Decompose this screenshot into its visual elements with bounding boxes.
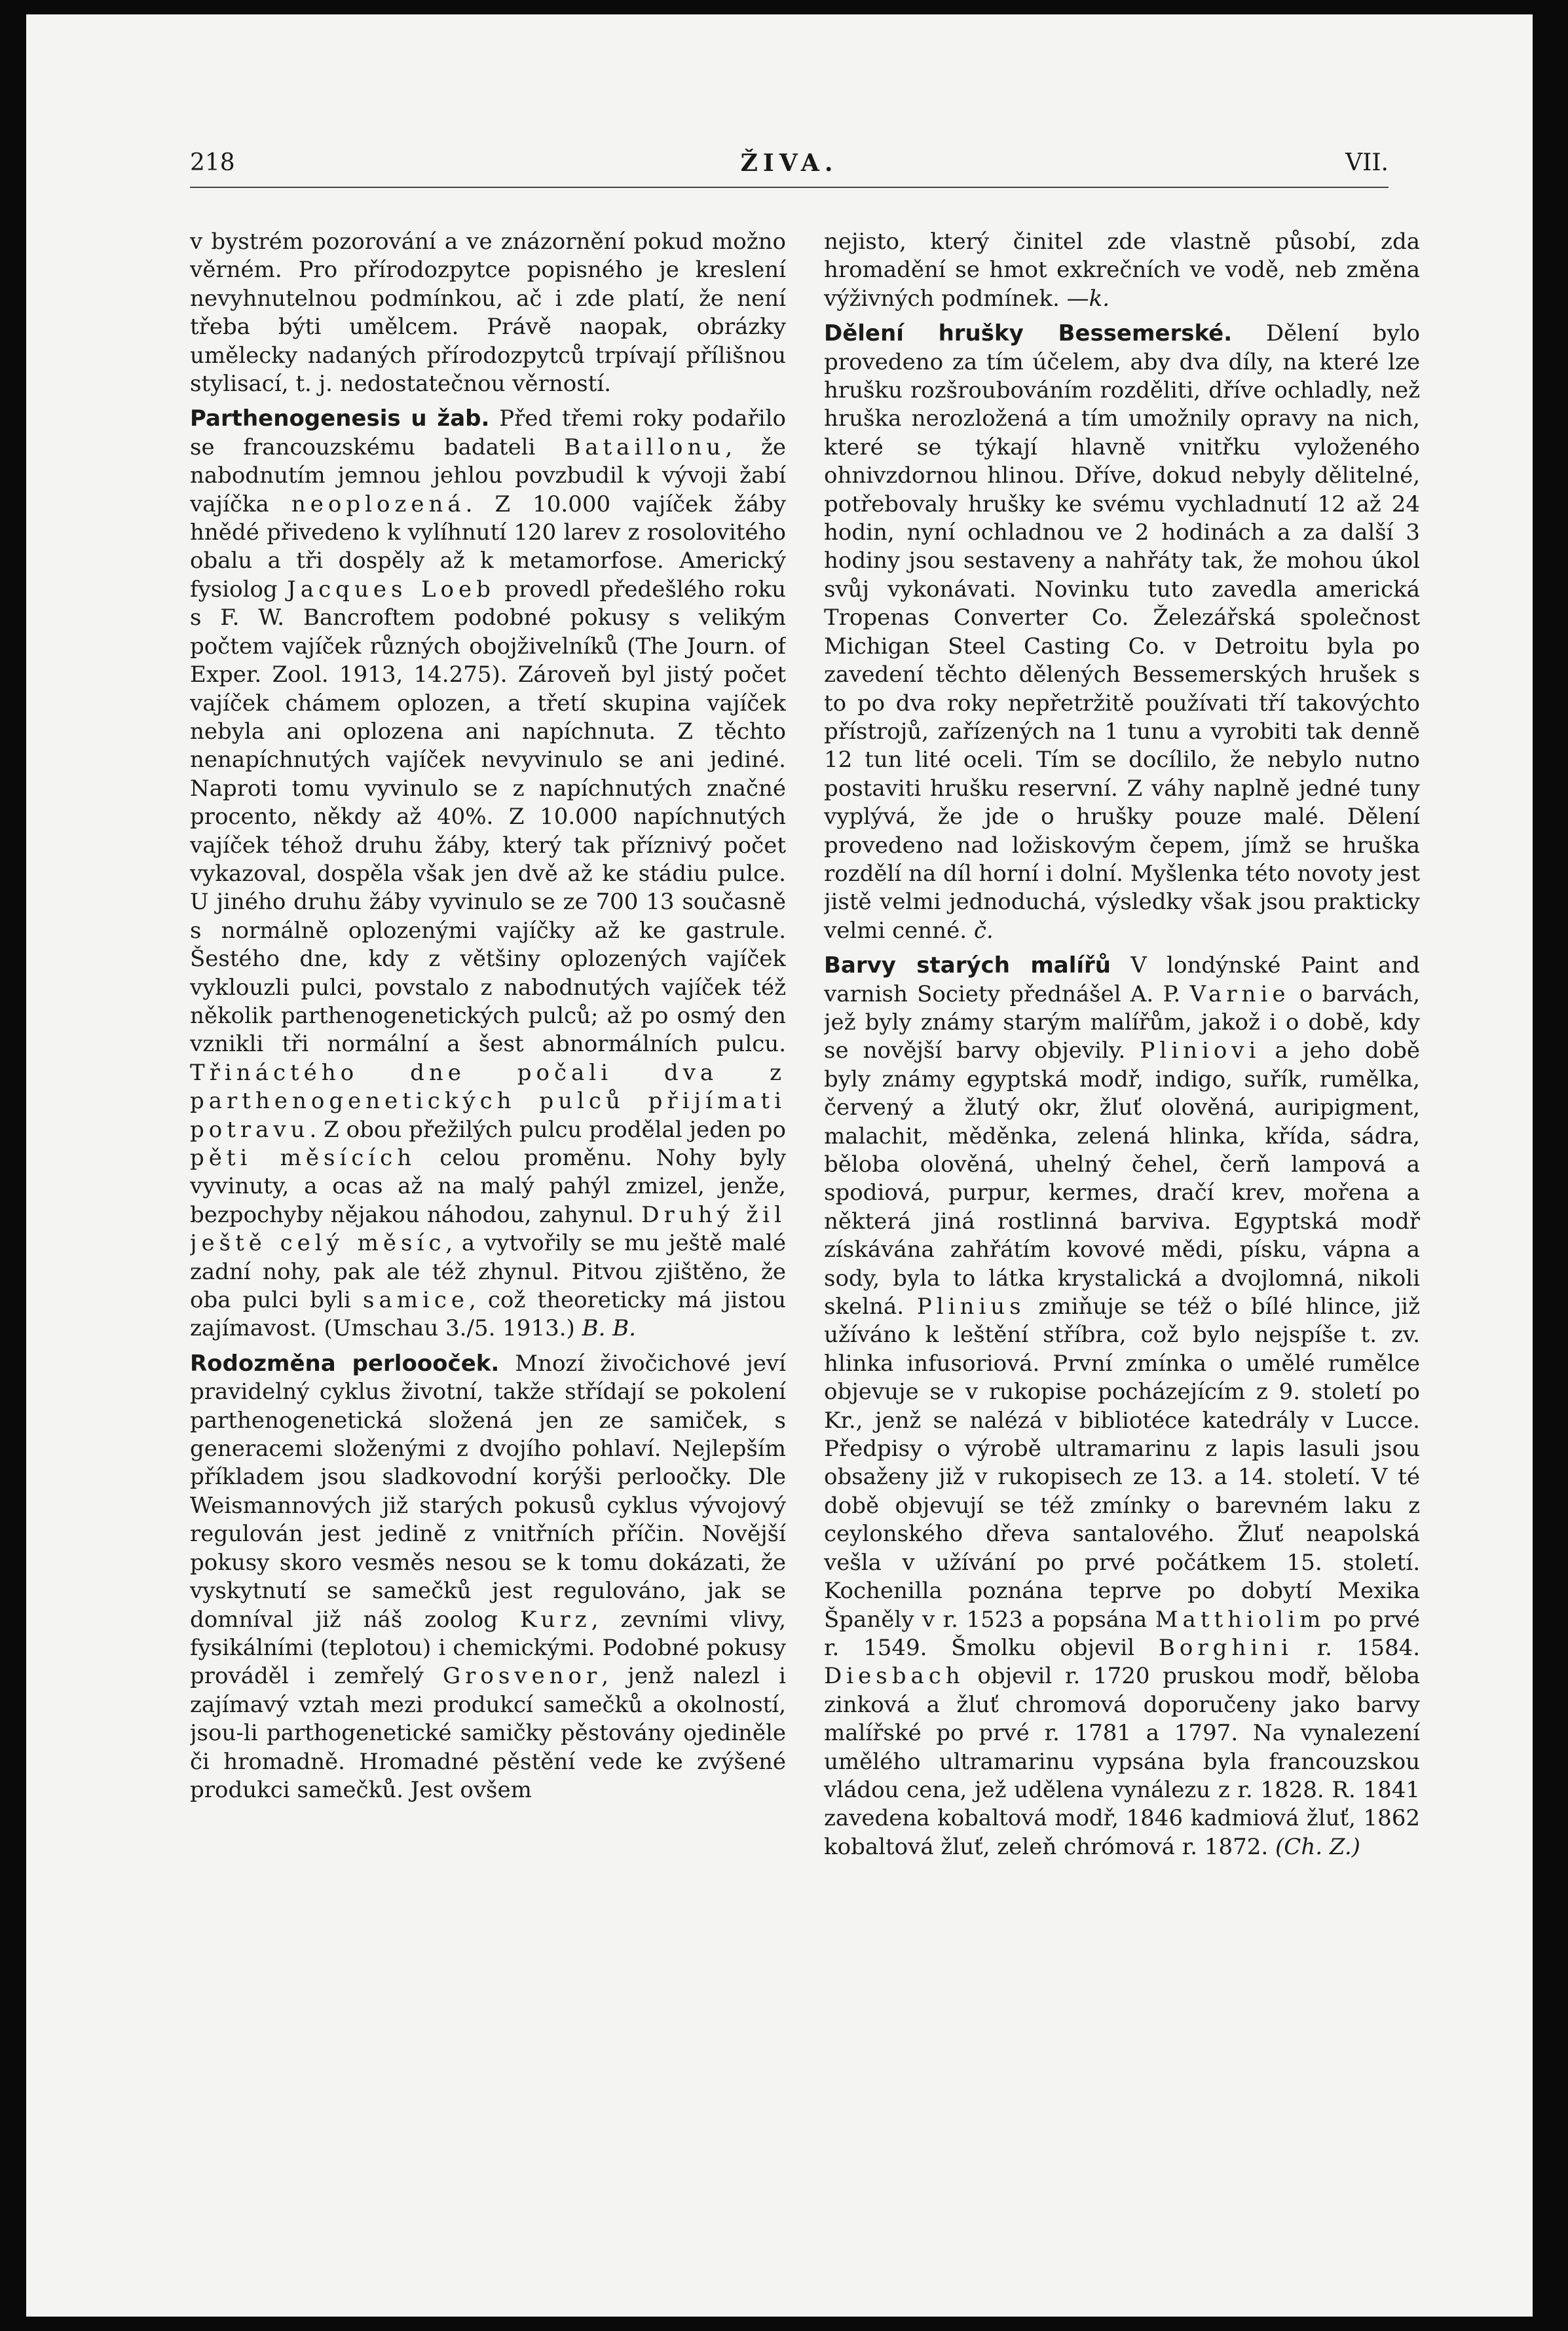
author-signature: č. bbox=[973, 917, 994, 944]
spaced-name: Grosvenor bbox=[442, 1663, 602, 1690]
article-heading: Rodozměna perloooček. bbox=[190, 1350, 500, 1377]
page-header bbox=[190, 149, 1389, 182]
article-bessemer: Dělení hrušky Bessemerské. Dělení bylo provedeno za tím účelem, aby dva díly, na které lze hrušku rozšroubováním rozděliti, dříve ochladly, než hruška nerozložená a tím umožnily opravy na nich, které se týkají hlavně vnitřku vyloženého ohnivzdornou hlinou. Dříve, dokud nebyly dělitelné, potřebovaly hrušky ke svému vychladnutí 12 až 24 hodin, nyní ochladnou ve 2 hodinách a za další 3 hodiny jsou sestaveny a nahřáty tak, že mohou úkol svůj vykonávati. Novinku tuto zavedla americká Tropenas Converter Co. Železářská společnost Michigan Steel Casting Co. v Detroitu byla po zavedení těchto dělených Bessemerských hrušek s to po dva roky nepřetržitě používati tří takovýchto přístrojů, zařízených na 1 tunu a vyrobiti tak denně 12 tun lité oceli. Tím se docílilo, že nebylo nutno postaviti hrušku reservní. Z váhy naplně jedné tuny vyplývá, že jde o hrušky pouze malé. Dělení provedeno nad ložiskovým čepem, jímž se hruška rozdělí na díl horní i dolní. Myšlenka této novoty jest jistě velmi jednoduchá, výsledky však jsou prakticky velmi cenné. č. bbox=[824, 320, 1420, 944]
spaced-name: Diesbach bbox=[824, 1663, 965, 1690]
spaced-name: Jacques Loeb bbox=[287, 576, 495, 603]
spaced-name: Pliniovi bbox=[1140, 1037, 1261, 1064]
spaced-name: Plinius bbox=[916, 1294, 1026, 1320]
article-barvy: Barvy starých malířů V londýnské Paint and varnish Society přednášel A. P. Varnie o barvách, jež byly známy starým malířům, jakož i o době, kdy se novější barvy objevily. Pliniovi a jeho době byly známy egyptská modř, indigo, suřík, rumělka, červený a žlutý okr, žluť olověná, auripigment, malachit, měděnka, zelená hlinka, křída, sádra, běloba olověná, uhelný čehel, čerň lampová a spodiová, purpur, kermes, dračí krev, mořena a některá jiná rostlinná barviva. Egyptská modř získávána zahřátím kovové mědi, písku, vápna a sody, byla to látka krystalická a dvojlomná, nikoli skelná. Plinius zmiňuje se též o bílé hlince, již užíváno k leštění stříbra, což bylo nejspíše t. zv. hlinka infusoriová. První zmínka o umělé rumělce objevuje se v rukopise pocházejícím z 9. století po Kr., jenž se nalézá v bibliotéce katedrály v Lucce. Předpisy o výrobě ultramarinu z lapis lasuli jsou obsaženy již v rukopisech ze 13. a 14. století. V té době objevují se též zmínky o barevném laku z ceylonského dřeva santalového. Žluť neapolská vešla v užívání po prvé počátkem 15. století. Kochenilla poznána teprve po dobytí Mexika Španěly v r. 1523 a popsána Matthiolim po prvé r. 1549. Šmolku objevil Borghini r. 1584. Diesbach objevil r. 1720 pruskou modř, běloba zinková a žluť chromová doporučeny jako barvy malířské po prvé r. 1781 a 1797. Na vynalezení umělého ultramarinu vypsána byla francouzskou vládou cena, jež udělena vynálezu z r. 1828. R. 1841 zavedena kobaltová modř, 1846 kadmiová žluť, 1862 kobaltová žluť, zeleň chrómová r. 1872. (Ch. Z.) bbox=[824, 952, 1420, 1860]
spaced-emphasis: pěti měsících bbox=[190, 1145, 417, 1171]
article-heading: Parthenogenesis u žab. bbox=[190, 405, 490, 432]
author-signature: B. B. bbox=[582, 1315, 636, 1342]
article-parthenogenesis: Parthenogenesis u žab. Před třemi roky podařilo se francouzskému badateli Bataillonu, že nabodnutím jemnou jehlou povzbudil k vývoji žabí vajíčka neoplozená. Z 10.000 vajíček žáby hnědé přivedeno k vylíhnutí 120 larev z rosolovitého obalu a tři dospěly až k metamorfose. Americký fysiolog Jacques Loeb provedl předešlého roku s F. W. Bancroftem podobné pokusy s velikým počtem vajíček různých obojživelníků (The Journ. of Exper. Zool. 1913, 14.275). Zároveň byl jistý počet vajíček chámem oplozen, a třetí skupina vajíček nebyla ani oplozena ani napíchnuta. Z těchto nenapíchnutých vajíček nevyvinulo se ani jediné. Naproti tomu vyvinulo se z napíchnutých značné procento, někdy až 40%. Z 10.000 napíchnutých vajíček téhož druhu žáby, který tak příznivý počet vykazoval, dospěla však jen dvě až ke stádiu pulce. U jiného druhu žáby vyvinulo se ze 700 13 současně s normálně oplozenými vajíčky až ke gastrule. Šestého dne, kdy z většiny oplozených vajíček vyklouzli pulci, povstalo z nabodnutých vajíček též několik parthenogenetických pulců; až po osmý den vznikli tři normální a šest abnormálních pulcu. Třináctého dne počali dva z parthenogenetických pulců přijímati potravu. Z obou přežilých pulcu prodělal jeden po pěti měsících celou proměnu. Nohy byly vyvinuty, a ocas až na malý pahýl zmizel, jenže, bezpochyby nějakou náhodou, zahynul. Druhý žil ještě celý měsíc, a vytvořily se mu ještě malé zadní nohy, pak ale též zhynul. Pitvou zjištěno, že oba pulci byli samice, což theoreticky má jistou zajímavost. (Umschau 3./5. 1913.) B. B. bbox=[190, 405, 786, 1342]
spaced-name: Bataillonu bbox=[564, 434, 726, 460]
spaced-emphasis: neoplozená bbox=[291, 491, 466, 517]
volume-number: VII. bbox=[1345, 149, 1389, 176]
spaced-name: Matthiolim bbox=[1155, 1606, 1326, 1633]
spaced-name: Borghini bbox=[1158, 1634, 1293, 1661]
article-heading: Dělení hrušky Bessemerské. bbox=[824, 320, 1233, 347]
article-heading: Barvy starých malířů bbox=[824, 952, 1111, 979]
paragraph-text: v bystrém pozorování a ve znázornění pokud možno věrném. Pro přírodozpytce popisného je kreslení nevyhnutelnou podmínkou, ač i zde platí, že není třeba býti umělcem. Právě naopak, obrázky umělecky nadaných přírodozpytců trpívají přílišnou stylisací, t. j. nedostatečnou věrností. bbox=[190, 229, 786, 398]
journal-title: ŽIVA. bbox=[740, 149, 838, 177]
page-number: 218 bbox=[190, 149, 235, 176]
spaced-name: Kurz bbox=[519, 1606, 591, 1633]
spaced-emphasis: Třináctého dne počali dva z parthenogenetických pulců přijímati potravu bbox=[190, 1059, 786, 1143]
paragraph-continuation: nejisto, který činitel zde vlastně působí, zda hromadění se hmot exkrečních ve vodě, neb změna výživných podmínek. —k. bbox=[824, 229, 1420, 312]
paragraph-drawing bbox=[190, 228, 786, 398]
article-rodozmena: Rodozměna perloooček. Mnozí živočichové jeví pravidelný cyklus životní, takže střídají se pokolení parthenogenetická složená jen ze samiček, s generacemi složenými z dvojího pohlaví. Nejlepším příkladem jsou sladkovodní korýši perloočky. Dle Weismannových již starých pokusů cyklus vývojový regulován jest jedině z vnitřních příčin. Novější pokusy skoro vesměs nesou se k tomu dokázati, že vyskytnutí se samečků jest regulováno, jak se domníval již náš zoolog Kurz, zevními vlivy, fysikálními (teplotou) i chemickými. Podobné pokusy prováděl i zemřelý Grosvenor, jenž nalezl i zajímavý vztah mezi produkcí samečků a okolností, jsou-li parthogenetické samičky pěstovány ojediněle či hromadně. Hromadné pěstění vede ke zvýšené produkci samečků. Jest ovšem bbox=[190, 1350, 786, 1803]
spaced-emphasis: Druhý žil ještě celý měsíc bbox=[190, 1201, 786, 1257]
author-signature: (Ch. Z.) bbox=[1275, 1833, 1360, 1860]
header-rule bbox=[190, 187, 1389, 188]
author-signature: —k. bbox=[1066, 285, 1110, 312]
right-column bbox=[824, 228, 1420, 2081]
left-column bbox=[190, 228, 786, 2081]
spaced-emphasis: samice bbox=[363, 1287, 470, 1314]
spaced-name: Varnie bbox=[1189, 980, 1290, 1007]
